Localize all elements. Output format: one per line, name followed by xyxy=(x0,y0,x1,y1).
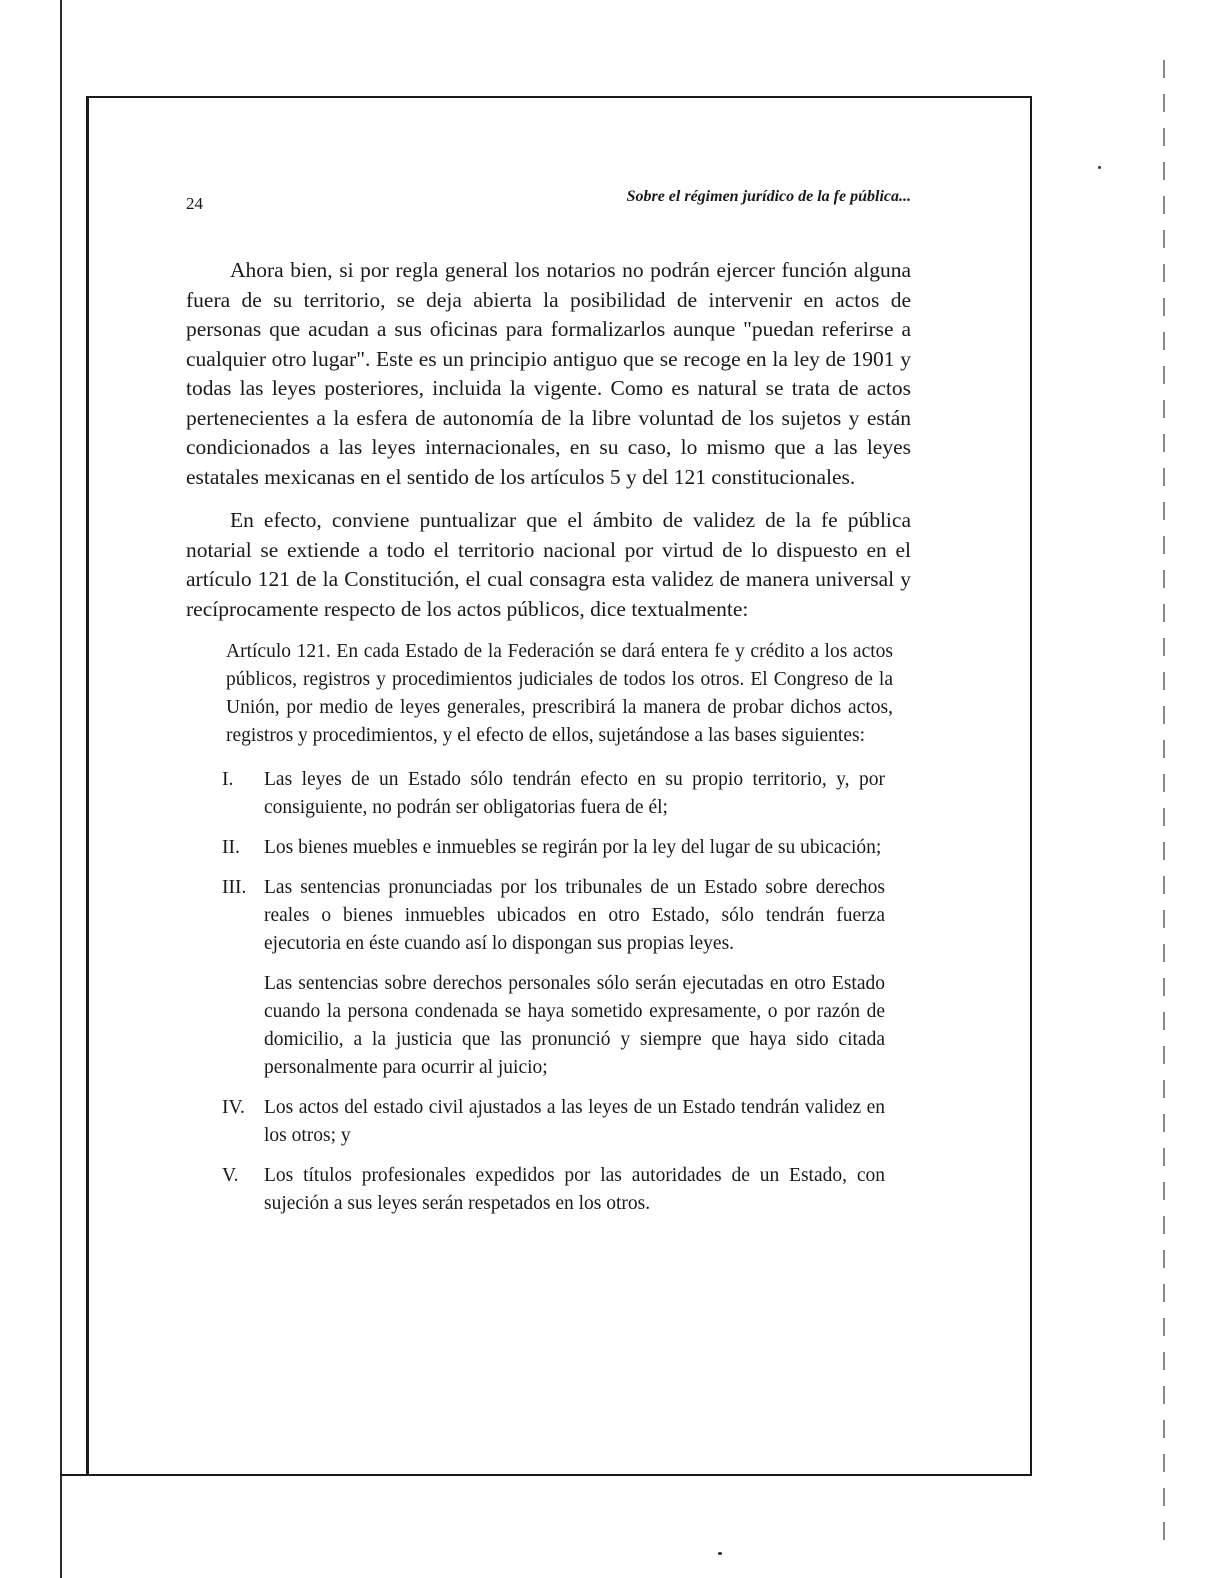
item-number: II. xyxy=(222,837,240,858)
item-text: Los bienes muebles e inmuebles se regirán por la ley del lugar de su ubicación; xyxy=(264,837,882,858)
scan-speck xyxy=(1098,166,1101,169)
body-paragraph-1: Ahora bien, si por regla general los notarios no podrán ejercer función alguna fuera de su territorio, se deja abierta la posibilidad de intervenir en actos de personas que acudan a sus oficinas para formalizarlos aunque "puedan referirse a cualquier otro lugar". Este es un principio antiguo que se recoge en la ley de 1901 y todas las leyes posteriores, incluida la vigente. Como es natural se trata de actos pertenecientes a la esfera de autonomía de la libre voluntad de los sujetos y están condicionados a las leyes internacionales, en su caso, lo mismo que a las leyes estatales mexicanas en el sentido de los artículos 5 y del 121 constitucionales. xyxy=(186,258,911,489)
item-text: Los actos del estado civil ajustados a las leyes de un Estado tendrán validez en los otros; y xyxy=(264,1097,885,1146)
running-title: Sobre el régimen jurídico de la fe pública... xyxy=(626,188,911,205)
item-number: IV. xyxy=(222,1097,245,1118)
list-item xyxy=(222,874,885,958)
scan-left-edge xyxy=(60,0,62,1578)
item-text: Las sentencias pronunciadas por los tribunales de un Estado sobre derechos reales o bienes inmuebles ubicados en otro Estado, sólo tendrán fuerza ejecutoria en éste cuando así lo dispongan sus propias leyes. xyxy=(264,877,885,954)
item-number: V. xyxy=(222,1165,239,1186)
page-header xyxy=(186,186,911,218)
item-number: III. xyxy=(222,877,247,898)
page-number: 24 xyxy=(186,194,203,213)
document-page xyxy=(186,186,911,1230)
list-item xyxy=(222,1162,885,1218)
list-item xyxy=(222,1094,885,1150)
article-quote xyxy=(226,638,893,750)
body-paragraph-2: En efecto, conviene puntualizar que el ámbito de validez de la fe pública notarial se extiende a todo el territorio nacional por virtud de lo dispuesto en el artículo 121 de la Constitución, el cual consagra esta validez de manera universal y recíprocamente respecto de los actos públicos, dice textualmente: xyxy=(186,508,911,621)
article-intro: Artículo 121. En cada Estado de la Federación se dará entera fe y crédito a los actos públicos, registros y procedimientos judiciales de todos los otros. El Congreso de la Unión, por medio de leyes generales, prescribirá la manera de probar dichos actos, registros y procedimientos, y el efecto de ellos, sujetándose a las bases siguientes: xyxy=(226,641,893,746)
list-item xyxy=(222,766,885,822)
scan-right-edge xyxy=(1163,60,1165,1540)
item-number: I. xyxy=(222,769,234,790)
item-text: Las leyes de un Estado sólo tendrán efecto en su propio territorio, y, por consiguiente, no podrán ser obligatorias fuera de él; xyxy=(264,769,885,818)
list-item xyxy=(222,834,885,862)
frame-bottom-line xyxy=(60,1474,1032,1476)
item-text: Los títulos profesionales expedidos por las autoridades de un Estado, con sujeción a sus leyes serán respetados en los otros. xyxy=(264,1165,885,1214)
article-bases-list xyxy=(222,766,885,1218)
scan-speck xyxy=(718,1552,722,1555)
item-iii-continuation: Las sentencias sobre derechos personales sólo serán ejecutadas en otro Estado cuando la persona condenada se haya sometido expresamente, o por razón de domicilio, a la justicia que las pronunció y siempre que haya sido citada personalmente para ocurrir al juicio; xyxy=(264,973,885,1078)
